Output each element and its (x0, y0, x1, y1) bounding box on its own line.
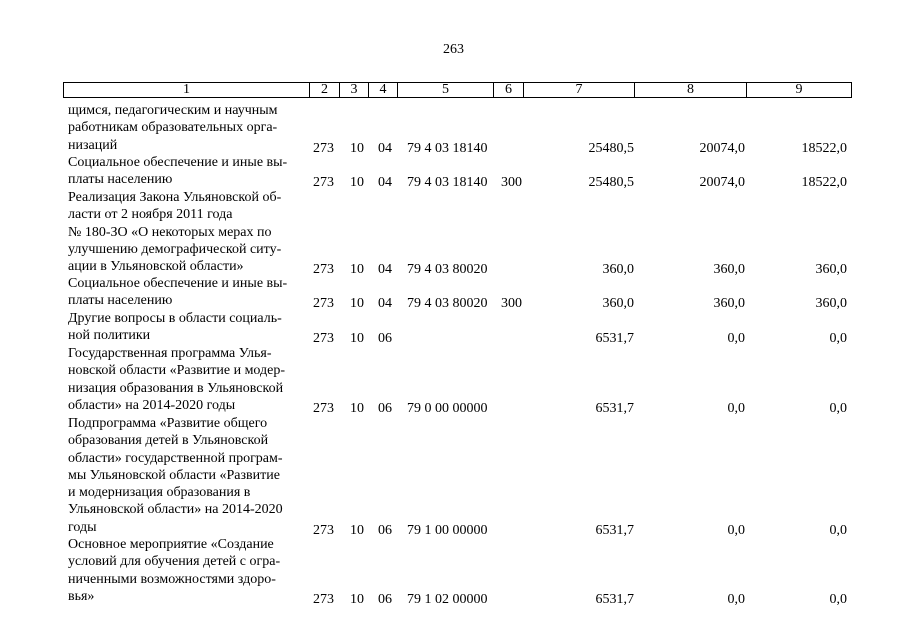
cell-col-4: 06 (378, 591, 392, 607)
description-line: ной политики (68, 328, 151, 344)
description-line: ласти от 2 ноября 2011 года (68, 207, 233, 223)
header-col-2: 2 (310, 83, 340, 98)
cell-col-4: 04 (378, 296, 392, 312)
cell-col-9: 18522,0 (801, 140, 847, 156)
row-description (68, 275, 307, 310)
description-line: и модернизация образования в (68, 485, 251, 501)
description-line: работникам образовательных орга- (68, 120, 278, 136)
cell-col-3: 10 (350, 331, 364, 347)
cell-col-5: 79 4 03 18140 (407, 140, 488, 156)
cell-col-4: 04 (378, 175, 392, 191)
cell-col-2: 273 (313, 175, 334, 191)
header-col-1: 1 (64, 83, 310, 98)
description-line: области» на 2014-2020 годы (68, 397, 236, 413)
row-description (68, 189, 307, 275)
cell-col-4: 04 (378, 262, 392, 278)
cell-col-8: 0,0 (727, 522, 745, 538)
cell-col-5: 79 1 02 00000 (407, 591, 488, 607)
description-line: платы населению (68, 293, 173, 309)
description-line: № 180-ЗО «О некоторых мерах по (68, 224, 272, 240)
header-col-3: 3 (340, 83, 369, 98)
cell-col-4: 06 (378, 331, 392, 347)
page-number-text: 263 (443, 42, 464, 57)
cell-col-6: 300 (501, 175, 522, 191)
cell-col-3: 10 (350, 140, 364, 156)
description-line: Реализация Закона Ульяновской об- (68, 190, 282, 205)
cell-col-9: 360,0 (815, 296, 847, 312)
header-col-7: 7 (524, 83, 635, 98)
cell-col-2: 273 (313, 400, 334, 416)
description-line: мы Ульяновской области «Развитие (68, 467, 280, 483)
description-line: условий для обучения детей с огра- (68, 554, 281, 570)
description-line: вья» (68, 588, 95, 604)
description-line: Другие вопросы в области социаль- (68, 311, 282, 326)
cell-col-5: 79 4 03 80020 (407, 262, 488, 278)
cell-col-2: 273 (313, 591, 334, 607)
header-col-9: 9 (747, 83, 852, 98)
header-row (64, 83, 852, 98)
cell-col-8: 0,0 (727, 591, 745, 607)
cell-col-2: 273 (313, 331, 334, 347)
cell-col-2: 273 (313, 140, 334, 156)
row-description (68, 102, 307, 154)
cell-col-4: 06 (378, 522, 392, 538)
header-col-5: 5 (398, 83, 494, 98)
cell-col-4: 04 (378, 140, 392, 156)
cell-col-8: 0,0 (727, 331, 745, 347)
description-line: платы населению (68, 172, 173, 188)
cell-col-5: 79 4 03 18140 (407, 175, 488, 191)
header-col-4: 4 (369, 83, 398, 98)
cell-col-8: 20074,0 (699, 175, 745, 191)
cell-col-7: 25480,5 (588, 175, 634, 191)
cell-col-7: 25480,5 (588, 140, 634, 156)
cell-col-7: 6531,7 (595, 591, 634, 607)
row-description (68, 345, 307, 414)
cell-col-4: 06 (378, 400, 392, 416)
cell-col-2: 273 (313, 262, 334, 278)
description-line: низаций (68, 137, 118, 153)
description-line: Основное мероприятие «Создание (68, 537, 274, 552)
cell-col-8: 360,0 (713, 296, 745, 312)
description-line: ации в Ульяновской области» (68, 259, 244, 275)
cell-col-3: 10 (350, 522, 364, 538)
row-description (68, 310, 307, 345)
cell-col-9: 0,0 (829, 522, 847, 538)
description-line: низация образования в Ульяновской (68, 380, 284, 396)
cell-col-9: 0,0 (829, 331, 847, 347)
cell-col-3: 10 (350, 296, 364, 312)
description-line: Социальное обеспечение и иные вы- (68, 155, 288, 170)
cell-col-8: 0,0 (727, 400, 745, 416)
description-line: области» государственной програм- (68, 450, 283, 466)
description-line: щимся, педагогическим и научным (68, 103, 278, 118)
header-col-8: 8 (635, 83, 747, 98)
cell-col-3: 10 (350, 262, 364, 278)
cell-col-8: 20074,0 (699, 140, 745, 156)
cell-col-7: 6531,7 (595, 522, 634, 538)
cell-col-7: 360,0 (602, 262, 634, 278)
row-description (68, 154, 307, 189)
description-line: Государственная программа Улья- (68, 346, 272, 361)
cell-col-7: 6531,7 (595, 331, 634, 347)
cell-col-8: 360,0 (713, 262, 745, 278)
description-line: образования детей в Ульяновской (68, 433, 269, 449)
description-line: ниченными возможностями здоро- (68, 571, 276, 587)
header-col-6: 6 (494, 83, 524, 98)
cell-col-3: 10 (350, 400, 364, 416)
cell-col-7: 360,0 (602, 296, 634, 312)
cell-col-7: 6531,7 (595, 400, 634, 416)
cell-col-6: 300 (501, 296, 522, 312)
column-header-table (63, 82, 852, 98)
cell-col-3: 10 (350, 175, 364, 191)
description-line: Подпрограмма «Развитие общего (68, 416, 268, 431)
cell-col-5: 79 1 00 00000 (407, 522, 488, 538)
cell-col-5: 79 4 03 80020 (407, 296, 488, 312)
cell-col-5: 79 0 00 00000 (407, 400, 488, 416)
cell-col-2: 273 (313, 522, 334, 538)
cell-col-2: 273 (313, 296, 334, 312)
cell-col-9: 0,0 (829, 591, 847, 607)
description-line: Социальное обеспечение и иные вы- (68, 276, 288, 291)
description-line: улучшению демографической ситу- (68, 241, 282, 257)
cell-col-9: 0,0 (829, 400, 847, 416)
cell-col-3: 10 (350, 591, 364, 607)
description-line: Ульяновской области» на 2014-2020 (68, 502, 283, 518)
cell-col-9: 18522,0 (801, 175, 847, 191)
description-line: годы (68, 519, 97, 535)
cell-col-9: 360,0 (815, 262, 847, 278)
row-description (68, 415, 307, 536)
description-line: новской области «Развитие и модер- (68, 363, 286, 379)
row-description (68, 536, 307, 605)
